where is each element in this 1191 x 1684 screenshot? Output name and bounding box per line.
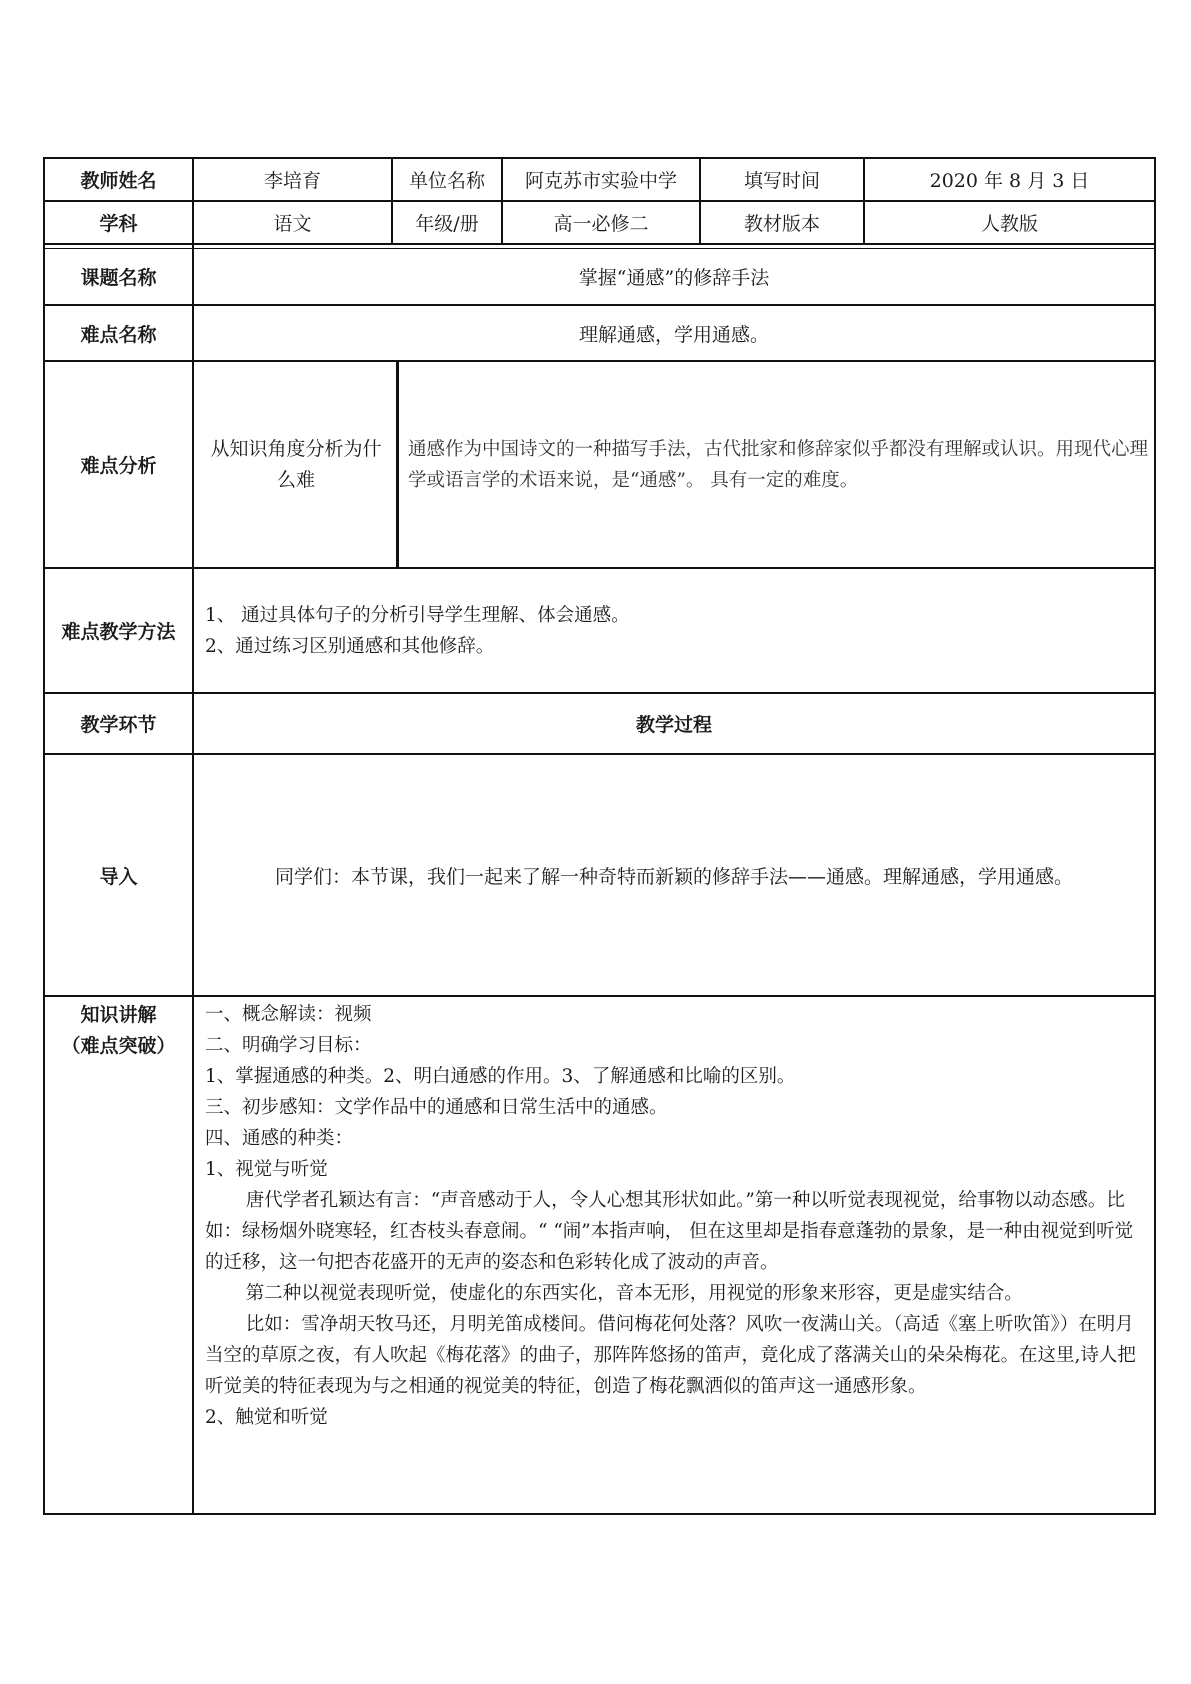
subject-value: 语文 — [273, 213, 312, 235]
analysis-label: 难点分析 — [80, 455, 157, 477]
knowledge-line: 二、明确学习目标： — [205, 1035, 372, 1056]
knowledge-line: 一、概念解读：视频 — [205, 1004, 372, 1025]
knowledge-line: 四、通感的种类： — [205, 1128, 354, 1149]
school-value: 阿克苏市实验中学 — [524, 170, 677, 192]
date-label: 填写时间 — [743, 170, 820, 192]
knowledge-label-line2: （难点突破） — [61, 1035, 176, 1057]
teacher-name-value: 李培育 — [263, 170, 321, 192]
grade-label: 年级/册 — [415, 213, 479, 235]
knowledge-label-line1: 知识讲解 — [80, 1004, 157, 1026]
edition-value: 人教版 — [980, 213, 1038, 235]
methods-item: 2、通过练习区别通感和其他修辞。 — [205, 635, 495, 657]
intro-label: 导入 — [99, 865, 138, 888]
teacher-name-label: 教师姓名 — [80, 170, 157, 192]
analysis-perspective: 从知识角度分析为什么难 — [210, 437, 382, 491]
knowledge-label — [45, 1000, 192, 1062]
knowledge-paragraph: 第二种以视觉表现听觉，使虚化的东西实化，音本无形，用视觉的形象来形容，更是虚实结合。 — [245, 1283, 1023, 1304]
methods-list — [205, 569, 1145, 692]
knowledge-line: 三、初步感知：文学作品中的通感和日常生活中的通感。 — [205, 1097, 668, 1118]
subject-label: 学科 — [99, 213, 138, 235]
row-divider — [43, 243, 1156, 245]
knowledge-paragraph: 唐代学者孔颖达有言：“声音感动于人，令人心想其形状如此。”第一种以听觉表现视觉，给事物以动态感。比如：绿杨烟外晓寒轻，红杏枝头春意闹。“ “闹”本指声响， 但在这里却是指春意蓬勃的景象，是一种由视觉到听觉的迁移，这一句把杏花盛开的无声的姿态和色彩转化成了波动的声音。 — [205, 1190, 1134, 1273]
school-label: 单位名称 — [408, 170, 485, 192]
knowledge-content — [205, 999, 1145, 1433]
knowledge-paragraph: 比如：雪净胡天牧马还，月明羌笛成楼间。借问梅花何处落？风吹一夜满山关。（高适《塞上听吹笛》）在明月当空的草原之夜，有人吹起《梅花落》的曲子，那阵阵悠扬的笛声，竟化成了落满关山的朵朵梅花。在这里,诗人把听觉美的特征表现为与之相通的视觉美的特征，创造了梅花飘洒似的笛声这一通感形象。 — [205, 1314, 1136, 1397]
topic-label: 课题名称 — [80, 267, 157, 289]
analysis-col-divider — [396, 360, 399, 569]
edition-label: 教材版本 — [743, 213, 820, 235]
knowledge-line: 1、掌握通感的种类。2、明白通感的作用。3、了解通感和比喻的区别。 — [205, 1066, 796, 1087]
difficulty-value: 理解通感，学用通感。 — [578, 323, 769, 346]
methods-label: 难点教学方法 — [61, 621, 176, 643]
analysis-text — [408, 362, 1148, 567]
analysis-paragraph: 通感作为中国诗文的一种描写手法，古代批家和修辞家似乎都没有理解或认识。用现代心理学或语言学的术语来说，是“通感”。 具有一定的难度。 — [408, 438, 1149, 491]
process-header: 教学过程 — [635, 714, 712, 736]
knowledge-line: 1、视觉与听觉 — [205, 1159, 328, 1180]
grade-value: 高一必修二 — [553, 213, 649, 235]
intro-text: 同学们：本节课，我们一起来了解一种奇特而新颖的修辞手法——通感。理解通感，学用通感。 — [274, 865, 1073, 888]
difficulty-label: 难点名称 — [80, 323, 157, 346]
topic-value: 掌握“通感”的修辞手法 — [578, 267, 770, 289]
row-divider — [43, 995, 1156, 997]
knowledge-line: 2、触觉和听觉 — [205, 1407, 328, 1428]
stage-header: 教学环节 — [80, 714, 157, 736]
methods-item: 1、 通过具体句子的分析引导学生理解、体会通感。 — [205, 604, 630, 626]
table-bottom-border — [43, 1513, 1156, 1515]
date-value: 2020 年 8 月 3 日 — [929, 170, 1090, 192]
